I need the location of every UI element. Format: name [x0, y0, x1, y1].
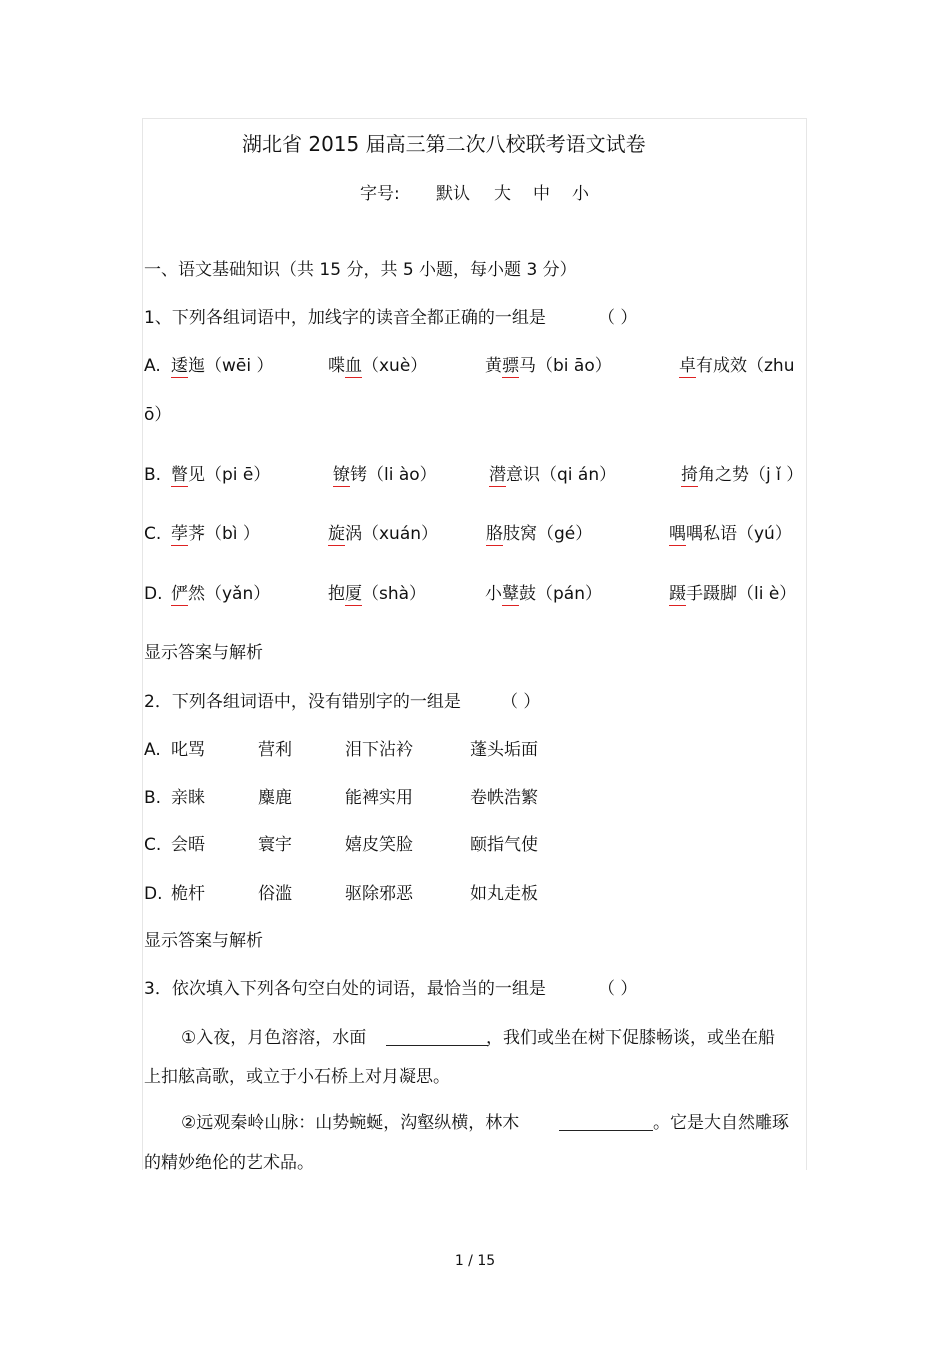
option-letter: C.	[144, 524, 162, 544]
word: 喁喁私语（yú）	[669, 524, 792, 544]
word: 抱厦（shà）	[328, 584, 427, 604]
word: 颐指气使	[470, 835, 538, 855]
option-letter: D.	[144, 584, 163, 604]
underlined-char: 喁	[669, 524, 686, 544]
fill-blank-2[interactable]	[559, 1115, 653, 1131]
q3-stem: 3．依次填入下列各句空白处的词语，最恰当的一组是	[144, 979, 546, 999]
word: 镣铐（li ào）	[333, 465, 437, 485]
q3-sentence-1-cont: 上扣舷高歌，或立于小石桥上对月凝思。	[144, 1067, 450, 1087]
word: 胳肢窝（gé）	[486, 524, 593, 544]
option-letter: A.	[144, 740, 161, 760]
underlined-char: 骠	[502, 356, 519, 376]
underlined-char: 俨	[171, 584, 188, 604]
underlined-char: 鼙	[502, 584, 519, 604]
underlined-char: 逶	[171, 356, 188, 376]
word: 逶迤（wēi ）	[171, 356, 274, 376]
q3-sentence-2-rest: 。它是大自然雕琢	[653, 1113, 789, 1133]
word: 荸荠（bì ）	[171, 524, 260, 544]
font-size-label: 字号:	[360, 184, 400, 204]
page-title: 湖北省 2015 届高三第二次八校联考语文试卷	[242, 132, 646, 156]
word: 蹑手蹑脚（li è）	[669, 584, 797, 604]
underlined-char: 掎	[681, 465, 698, 485]
fill-blank-1[interactable]	[386, 1030, 488, 1046]
option-letter: B.	[144, 788, 162, 808]
word: 叱骂	[171, 740, 205, 760]
underlined-char: 荸	[171, 524, 188, 544]
option-letter: B.	[144, 465, 162, 485]
q1-answer-paren: （ ）	[598, 308, 638, 328]
q3-sentence-2: ②远观秦岭山脉：山势蜿蜒，沟壑纵横，林木	[181, 1113, 520, 1133]
q3-sentence-1-rest: ，我们或坐在树下促膝畅谈，或坐在船	[486, 1028, 775, 1048]
font-size-small-link[interactable]: 小	[572, 184, 589, 204]
word: 潜意识（qi án）	[489, 465, 617, 485]
word: 蓬头垢面	[470, 740, 538, 760]
word: 驱除邪恶	[345, 884, 413, 904]
option-letter: C.	[144, 835, 162, 855]
underlined-char: 瞥	[171, 465, 188, 485]
underlined-char: 厦	[345, 584, 362, 604]
word: 麋鹿	[258, 788, 292, 808]
q3-sentence-1: ①入夜，月色溶溶，水面	[181, 1028, 367, 1048]
word: 俗滥	[258, 884, 292, 904]
underlined-char: 镣	[333, 465, 350, 485]
word: 泪下沾衿	[345, 740, 413, 760]
word: 黄骠马（bi āo）	[485, 356, 612, 376]
underlined-char: 胳	[486, 524, 503, 544]
q2-stem: 2．下列各组词语中，没有错别字的一组是	[144, 692, 461, 712]
q3-answer-paren: （ ）	[598, 979, 638, 999]
word: 能裨实用	[345, 788, 413, 808]
word: 如丸走板	[470, 884, 538, 904]
page-number: 1 / 15	[454, 1253, 496, 1269]
font-size-large-link[interactable]: 大	[494, 184, 511, 204]
word: 亲睐	[171, 788, 205, 808]
word: 桅杆	[171, 884, 205, 904]
section-heading: 一、语文基础知识（共 15 分，共 5 小题，每小题 3 分）	[144, 260, 577, 280]
word: 旋涡（xuán）	[328, 524, 439, 544]
q3-sentence-2-cont: 的精妙绝伦的艺术品。	[144, 1153, 314, 1173]
underlined-char: 旋	[328, 524, 345, 544]
word: 瞥见（pi ē）	[171, 465, 271, 485]
underlined-char: 潜	[489, 465, 506, 485]
word: 卓有成效（zhu	[679, 356, 795, 376]
word: 寰宇	[258, 835, 292, 855]
word: 喋血（xuè）	[328, 356, 428, 376]
q2-show-answer-link[interactable]: 显示答案与解析	[144, 931, 263, 951]
word: 小鼙鼓（pán）	[485, 584, 602, 604]
underlined-char: 卓	[679, 356, 696, 376]
option-letter: D.	[144, 884, 163, 904]
q1-stem: 1、下列各组词语中，加线字的读音全都正确的一组是	[144, 308, 546, 328]
underlined-char: 血	[345, 356, 362, 376]
word: 会晤	[171, 835, 205, 855]
word: 嬉皮笑脸	[345, 835, 413, 855]
word: 卷帙浩繁	[470, 788, 538, 808]
word: 俨然（yǎn）	[171, 584, 271, 604]
underlined-char: 蹑	[669, 584, 686, 604]
word: 营利	[258, 740, 292, 760]
font-size-default-link[interactable]: 默认	[436, 184, 470, 204]
q2-answer-paren: （ ）	[501, 692, 541, 712]
option-letter: A.	[144, 356, 161, 376]
word: 掎角之势（j ǐ ）	[681, 465, 804, 485]
wrapped-text: ō）	[144, 405, 172, 425]
font-size-medium-link[interactable]: 中	[533, 184, 550, 204]
q1-show-answer-link[interactable]: 显示答案与解析	[144, 643, 263, 663]
